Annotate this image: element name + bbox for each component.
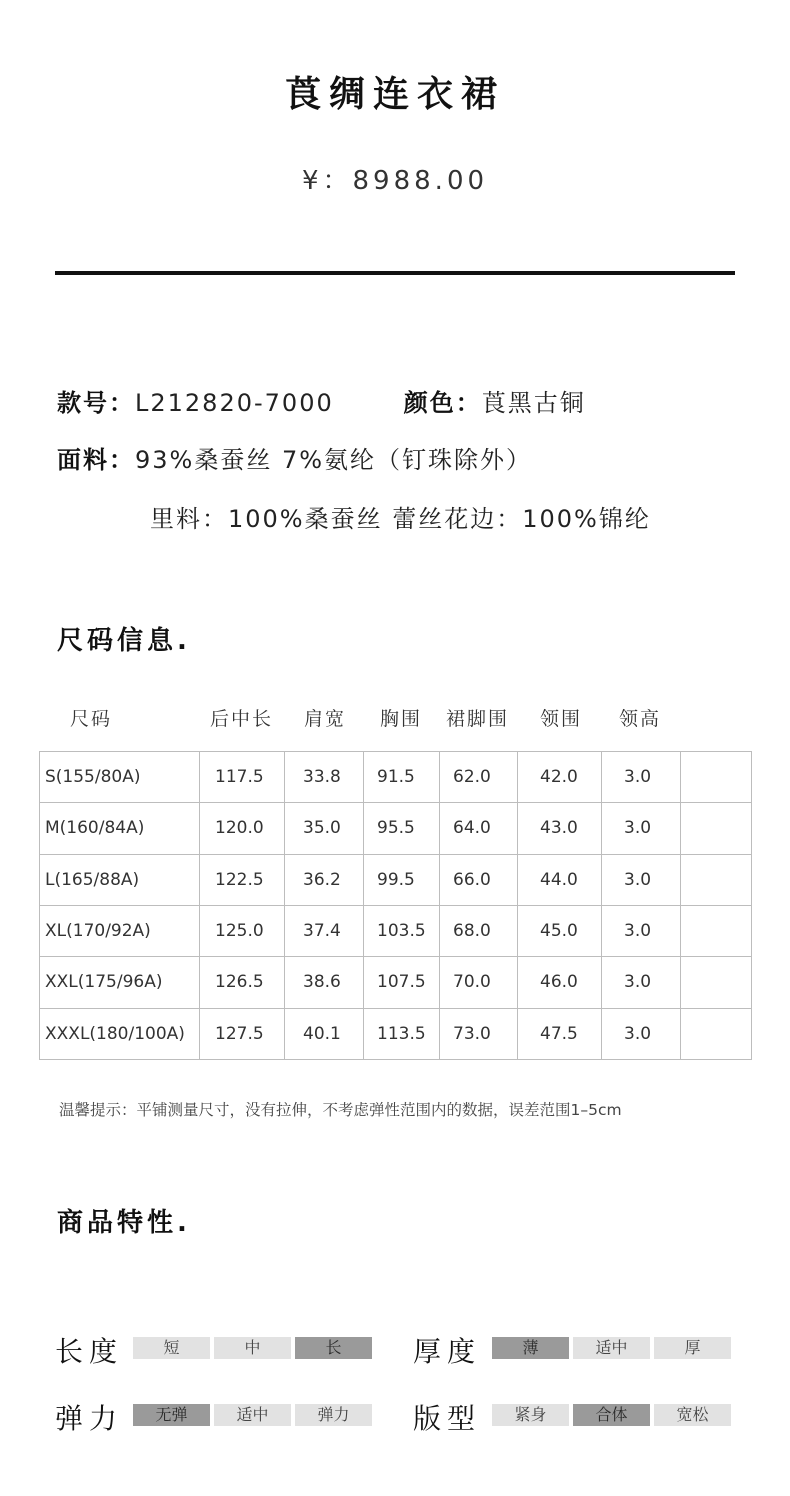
- table-cell: 95.5: [364, 803, 440, 854]
- empty-cell: [681, 1008, 752, 1059]
- feature-option: 宽松: [654, 1404, 731, 1426]
- feature-option: 紧身: [492, 1404, 569, 1426]
- col-header-collar-height: 领高: [619, 708, 662, 730]
- table-cell: 42.0: [518, 752, 602, 803]
- table-cell: 37.4: [285, 905, 364, 956]
- fabric-value: 93%桑蚕丝 7%氨纶（钉珠除外）: [135, 446, 533, 474]
- table-cell: 33.8: [285, 752, 364, 803]
- feature-option-selected: 合体: [573, 1404, 650, 1426]
- feature-options-length: [133, 1337, 372, 1359]
- style-number-value: L212820-7000: [135, 389, 334, 417]
- fabric-label: 面料：: [57, 446, 135, 474]
- table-cell: 47.5: [518, 1008, 602, 1059]
- fabric-line: [57, 440, 532, 475]
- product-features-heading: 商品特性.: [57, 1208, 191, 1238]
- feature-option: 适中: [573, 1337, 650, 1359]
- size-cell: L(165/88A): [40, 854, 200, 905]
- table-row: [40, 803, 752, 854]
- table-cell: 40.1: [285, 1008, 364, 1059]
- table-row: [40, 957, 752, 1008]
- table-row: [40, 905, 752, 956]
- table-cell: 117.5: [200, 752, 285, 803]
- feature-label-fit: 版型: [413, 1402, 482, 1435]
- table-cell: 73.0: [440, 1008, 518, 1059]
- empty-cell: [681, 957, 752, 1008]
- table-cell: 36.2: [285, 854, 364, 905]
- table-cell: 126.5: [200, 957, 285, 1008]
- feature-label-elasticity: 弹力: [55, 1402, 124, 1435]
- col-header-size: 尺码: [70, 708, 113, 730]
- size-cell: XL(170/92A): [40, 905, 200, 956]
- empty-cell: [681, 905, 752, 956]
- table-cell: 43.0: [518, 803, 602, 854]
- style-color-line: [57, 383, 586, 418]
- table-cell: 64.0: [440, 803, 518, 854]
- product-title: 莨绸连衣裙: [284, 74, 505, 115]
- col-header-shoulder: 肩宽: [304, 708, 347, 730]
- feature-option: 厚: [654, 1337, 731, 1359]
- table-cell: 46.0: [518, 957, 602, 1008]
- size-cell: M(160/84A): [40, 803, 200, 854]
- size-info-heading: 尺码信息.: [57, 626, 191, 656]
- table-cell: 103.5: [364, 905, 440, 956]
- feature-option: 适中: [214, 1404, 291, 1426]
- table-cell: 91.5: [364, 752, 440, 803]
- col-header-neck: 领围: [540, 708, 583, 730]
- table-row: [40, 1008, 752, 1059]
- table-cell: 38.6: [285, 957, 364, 1008]
- feature-option-selected: 薄: [492, 1337, 569, 1359]
- header-divider: [55, 271, 735, 275]
- color-label: 颜色：: [403, 389, 482, 417]
- table-cell: 62.0: [440, 752, 518, 803]
- empty-cell: [681, 752, 752, 803]
- table-cell: 66.0: [440, 854, 518, 905]
- table-cell: 45.0: [518, 905, 602, 956]
- table-cell: 113.5: [364, 1008, 440, 1059]
- table-cell: 3.0: [602, 905, 681, 956]
- table-cell: 125.0: [200, 905, 285, 956]
- feature-option-selected: 无弹: [133, 1404, 210, 1426]
- table-cell: 3.0: [602, 1008, 681, 1059]
- color-value: 莨黑古铜: [481, 389, 586, 417]
- feature-options-elasticity: [133, 1404, 372, 1426]
- feature-option: 弹力: [295, 1404, 372, 1426]
- table-cell: 99.5: [364, 854, 440, 905]
- feature-option: 短: [133, 1337, 210, 1359]
- table-cell: 107.5: [364, 957, 440, 1008]
- table-cell: 35.0: [285, 803, 364, 854]
- feature-options-fit: [492, 1404, 731, 1426]
- measurement-tip: 温馨提示：平铺测量尺寸，没有拉伸，不考虑弹性范围内的数据，误差范围1–5cm: [59, 1101, 622, 1119]
- table-cell: 122.5: [200, 854, 285, 905]
- col-header-back-length: 后中长: [210, 708, 274, 730]
- table-row: [40, 854, 752, 905]
- table-cell: 70.0: [440, 957, 518, 1008]
- col-header-bust: 胸围: [380, 708, 423, 730]
- table-cell: 3.0: [602, 854, 681, 905]
- size-table: [39, 751, 752, 1060]
- feature-option: 中: [214, 1337, 291, 1359]
- table-cell: 3.0: [602, 752, 681, 803]
- table-cell: 3.0: [602, 803, 681, 854]
- feature-label-length: 长度: [55, 1335, 124, 1368]
- size-cell: XXL(175/96A): [40, 957, 200, 1008]
- table-cell: 127.5: [200, 1008, 285, 1059]
- table-cell: 44.0: [518, 854, 602, 905]
- table-cell: 68.0: [440, 905, 518, 956]
- size-cell: XXXL(180/100A): [40, 1008, 200, 1059]
- feature-option-selected: 长: [295, 1337, 372, 1359]
- feature-label-thickness: 厚度: [413, 1335, 482, 1368]
- product-price: ¥：8988.00: [301, 166, 489, 196]
- table-row: [40, 752, 752, 803]
- style-number-label: 款号：: [57, 389, 135, 417]
- table-cell: 120.0: [200, 803, 285, 854]
- lining-line: 里料：100%桑蚕丝 蕾丝花边：100%锦纶: [150, 505, 651, 533]
- feature-options-thickness: [492, 1337, 731, 1359]
- size-cell: S(155/80A): [40, 752, 200, 803]
- table-cell: 3.0: [602, 957, 681, 1008]
- empty-cell: [681, 854, 752, 905]
- empty-cell: [681, 803, 752, 854]
- col-header-hem: 裙脚围: [446, 708, 510, 730]
